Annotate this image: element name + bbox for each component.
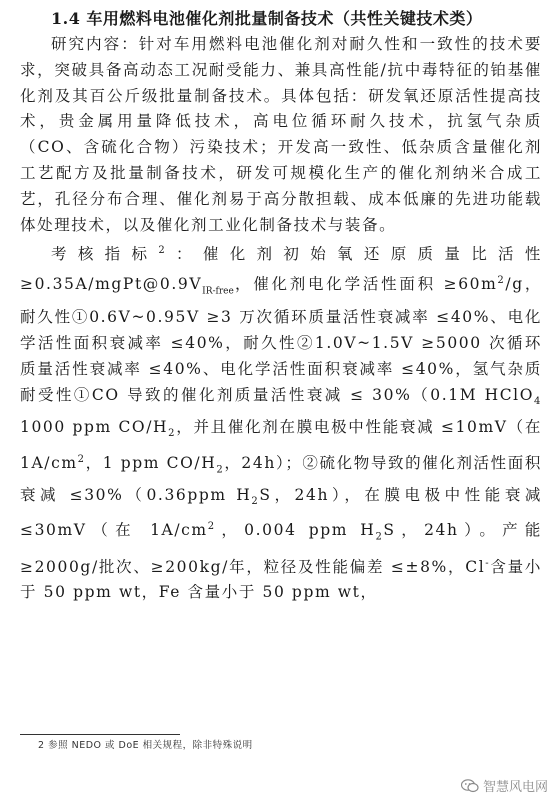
section-title: 1.4 车用燃料电池催化剂批量制备技术（共性关键技术类）: [51, 9, 483, 28]
document-page: [20, 8, 542, 606]
footnote: 2 参照 NEDO 或 DoE 相关规程，除非特殊说明: [38, 740, 253, 751]
footnote-ref: 2: [158, 245, 167, 257]
watermark-text: 智慧风电网: [482, 780, 548, 795]
indicators-paragraph: 考核指标$^2$：催化剂初始氧还原质量比活性 $\ge 0.35A/mgPt@0.9V_{IR-free}$，催化剂电化学活性面积 $\ge 60m^2/g$，耐久性①0.6V~0.95V ≥3 万次循环质量活性衰减率 ≤40%、电化学活性面积衰减率 ≤40%，耐久性②1.0V~1.5V ≥5000 次循环质量活性衰减率 ≤40%、电化学活性面积衰减率 ≤40%，氢气杂质耐受性①CO 导致的催化剂质量活性衰减 ≤ 30%（0.1M HClO$_4$ 1000 ppm $CO/H_2$，并且催化剂在膜电极中性能衰减 ≤10mV（在 $1A/cm^2$，1 ppm $CO/H_2$，24h）；②硫化物导致的催化剂活性面积衰减 ≤30%（0.36ppm $H_2S$，24h），在膜电极中性能衰减 ≤30mV（在 $1A/cm^2$，0.004 ppm $H_2S$，24h）。产能 ≥2000g/批次、≥200kg/年，粒径及性能偏差 ≤±8%，Cl-含量小于 50 ppm wt，Fe 含量小于 50 ppm wt，: [20, 245, 543, 602]
wechat-icon: [461, 779, 479, 793]
research-content-paragraph: 研究内容：针对车用燃料电池催化剂对耐久性和一致性的技术要求，突破具备高动态工况耐受能力、兼具高性能/抗中毒特征的铂基催化剂及其百公斤级批量制备技术。具体包括：研发氧还原活性提高技术，贵金属用量降低技术，高电位循环耐久技术，抗氢气杂质（CO、含硫化合物）污染技术；开发高一致性、低杂质含量催化剂工艺配方及批量制备技术，研发可规模化生产的催化剂纳米合成工艺，孔径分布合理、催化剂易于高分散担载、成本低廉的先进功能载体处理技术，以及催化剂工业化制备技术与装备。: [20, 35, 542, 234]
indicators-text: 考核指标: [51, 245, 159, 264]
footnote-divider: [20, 734, 180, 735]
watermark: [461, 776, 548, 795]
